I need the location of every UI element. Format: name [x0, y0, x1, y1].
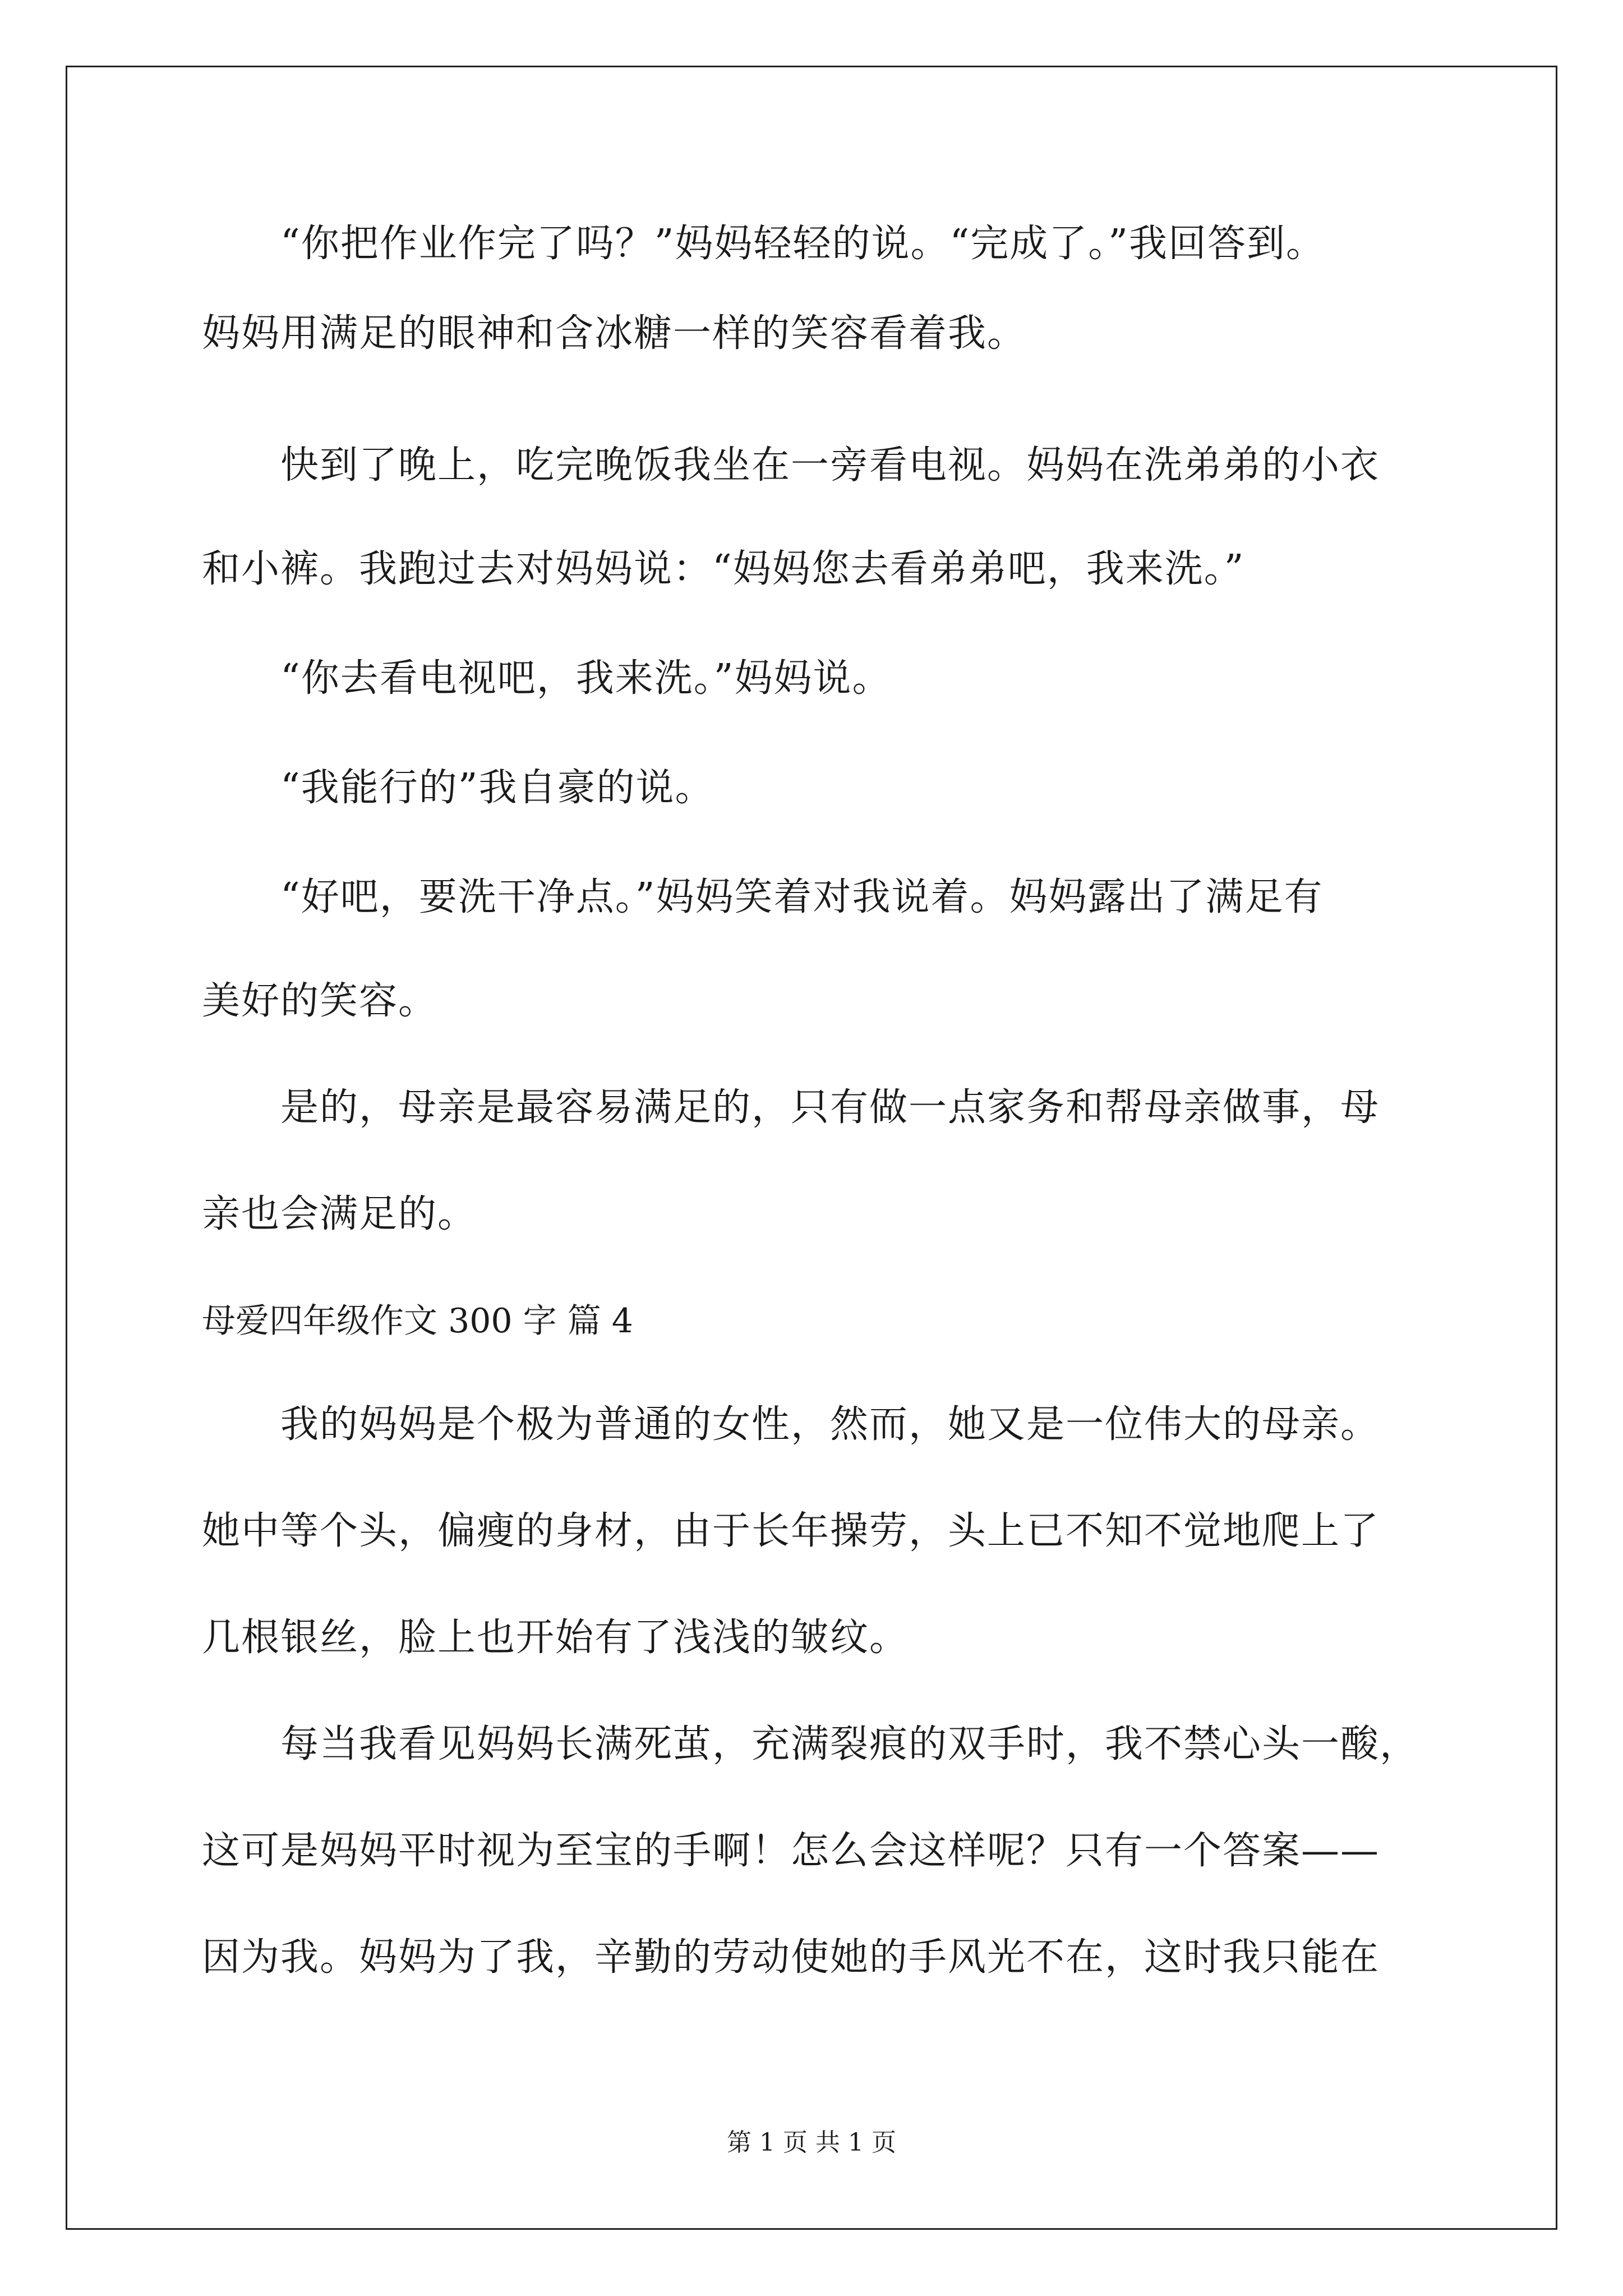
- paragraph-line: 因为我。妈妈为了我，辛勤的劳动使她的手风光不在，这时我只能在: [202, 1935, 1380, 1980]
- section-heading: 母爱四年级作文 300 字 篇 4: [202, 1301, 633, 1341]
- paragraph-line: “好吧，要洗干净点。”妈妈笑着对我说着。妈妈露出了满足有: [280, 875, 1324, 919]
- paragraph-line: “你去看电视吧，我来洗。”妈妈说。: [280, 656, 892, 701]
- paragraph-line: 亲也会满足的。: [202, 1192, 477, 1236]
- paragraph-line: “你把作业作完了吗？”妈妈轻轻的说。“完成了。”我回答到。: [280, 222, 1326, 266]
- paragraph-line: “我能行的”我自豪的说。: [280, 766, 714, 810]
- page-number-footer: 第 1 页 共 1 页: [727, 2128, 896, 2157]
- paragraph-line: 这可是妈妈平时视为至宝的手啊！怎么会这样呢？只有一个答案——: [202, 1829, 1380, 1873]
- paragraph-line: 几根银丝，脸上也开始有了浅浅的皱纹。: [202, 1616, 909, 1660]
- paragraph-line: 快到了晚上，吃完晚饭我坐在一旁看电视。妈妈在洗弟弟的小衣: [280, 443, 1380, 487]
- paragraph-line: 她中等个头，偏瘦的身材，由于长年操劳，头上已不知不觉地爬上了: [202, 1509, 1380, 1553]
- paragraph-line: 每当我看见妈妈长满死茧，充满裂痕的双手时，我不禁心头一酸，: [280, 1722, 1419, 1766]
- paragraph-line: 美好的笑容。: [202, 979, 438, 1023]
- paragraph-line: 和小裤。我跑过去对妈妈说：“妈妈您去看弟弟吧，我来洗。”: [202, 547, 1245, 591]
- paragraph-line: 妈妈用满足的眼神和含冰糖一样的笑容看着我。: [202, 311, 1027, 356]
- paragraph-line: 我的妈妈是个极为普通的女性，然而，她又是一位伟大的母亲。: [280, 1402, 1380, 1447]
- paragraph-line: 是的，母亲是最容易满足的，只有做一点家务和帮母亲做事，母: [280, 1085, 1380, 1130]
- page-border: [66, 66, 1557, 2230]
